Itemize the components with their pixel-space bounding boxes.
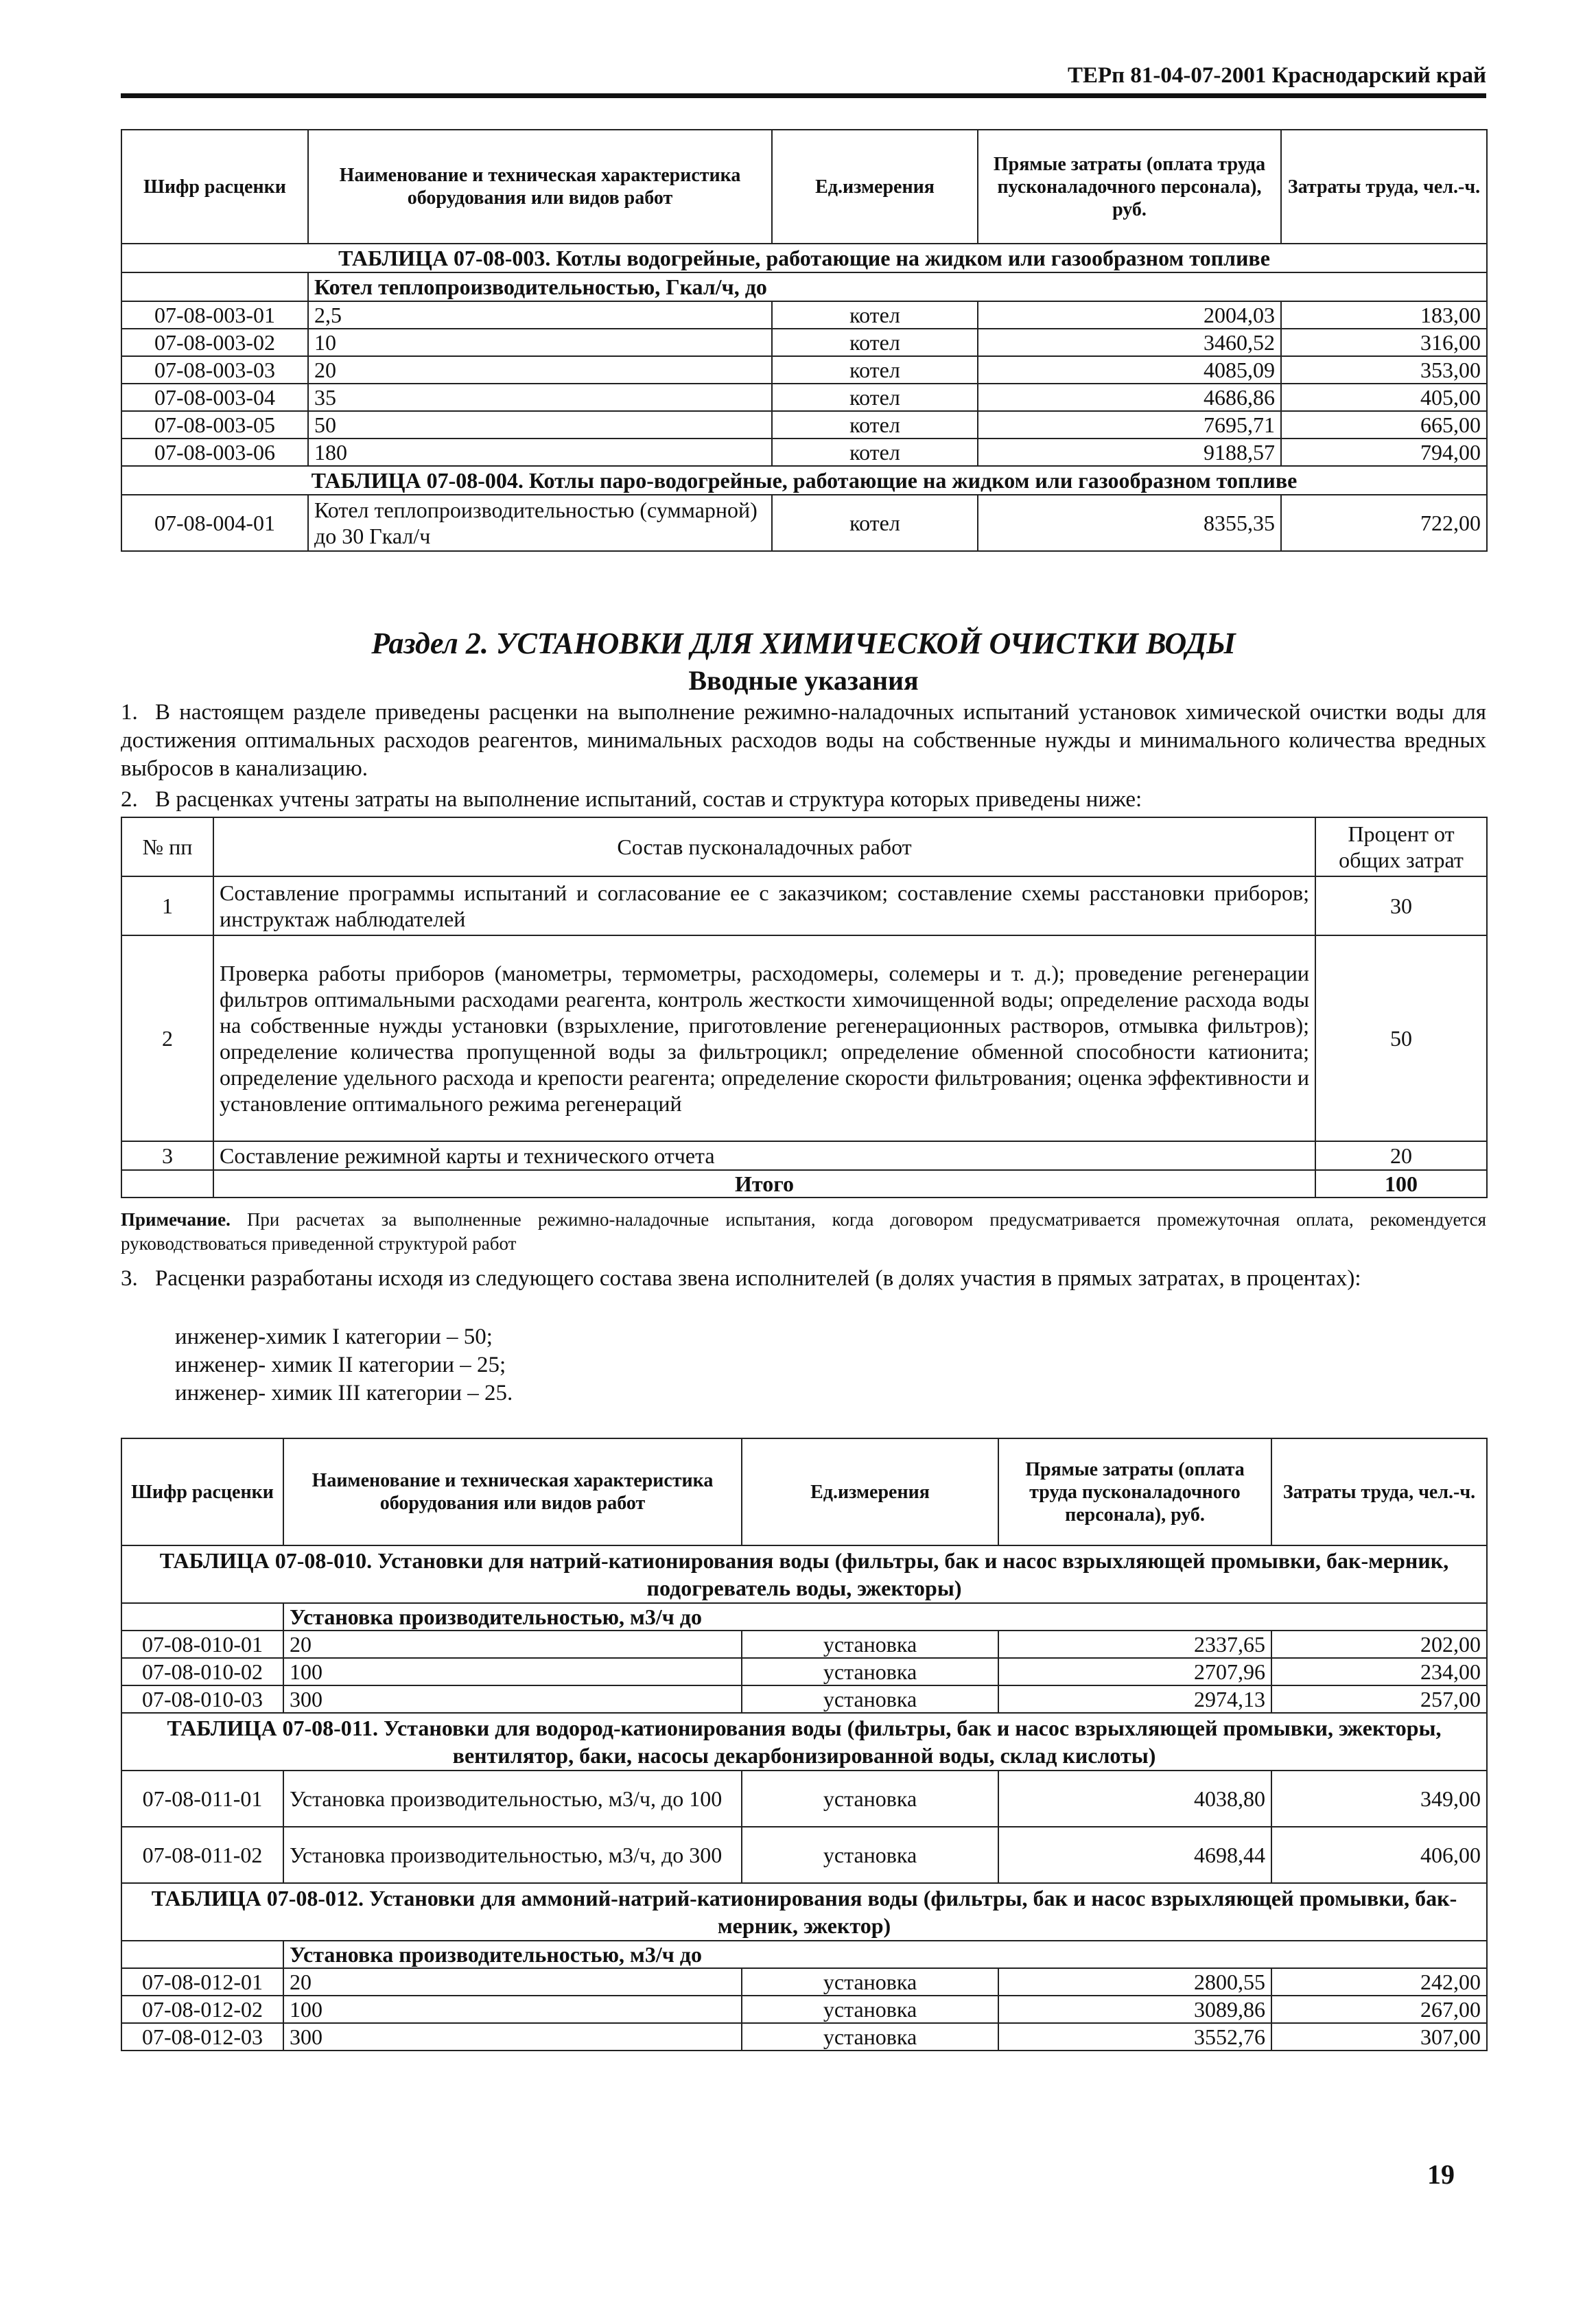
table-subheading: Установка производительностью, м3/ч до <box>283 1941 1487 1968</box>
cell-cost: 2004,03 <box>978 301 1281 329</box>
table-cell-empty <box>121 1603 283 1631</box>
column-header-code: Шифр расценки <box>121 1438 283 1545</box>
cell-unit: установка <box>742 1827 998 1883</box>
table-row <box>121 301 1487 329</box>
cell-unit: установка <box>742 2023 998 2051</box>
paragraph-1 <box>121 699 1486 783</box>
cell-name: 100 <box>283 1658 742 1685</box>
crew-item: инженер- химик III категории – 25. <box>175 1381 513 1405</box>
table-note <box>121 1208 1486 1256</box>
cell-labor: 257,00 <box>1271 1685 1487 1713</box>
cell-code: 07-08-003-06 <box>121 439 308 466</box>
cell-name: 10 <box>308 329 772 356</box>
table-total-row <box>121 1170 1487 1198</box>
cell-percent: 20 <box>1315 1141 1487 1170</box>
table-subheading: Котел теплопроизводительностью, Гкал/ч, до <box>308 272 1487 301</box>
table-section-title: ТАБЛИЦА 07-08-010. Установки для натрий-катионирования воды (фильтры, бак и насос взрыхляющей промывки, бак-мерник, подогреватель воды, эжекторы) <box>121 1545 1487 1603</box>
cell-unit: установка <box>742 1685 998 1713</box>
section-title: Раздел 2. УСТАНОВКИ ДЛЯ ХИМИЧЕСКОЙ ОЧИСТКИ ВОДЫ <box>371 627 1236 660</box>
table-row <box>121 495 1487 551</box>
cell-unit: установка <box>742 1996 998 2023</box>
cell-unit: установка <box>742 1968 998 1996</box>
cell-unit: котел <box>772 384 978 411</box>
paragraph-text: В расценках учтены затраты на выполнение испытаний, состав и структура которых приведены ниже: <box>155 787 1142 812</box>
table-row <box>121 935 1487 1141</box>
table-cell-empty <box>121 1170 213 1198</box>
cell-code: 07-08-011-02 <box>121 1827 283 1883</box>
cell-name: 300 <box>283 1685 742 1713</box>
column-header-labor: Затраты труда, чел.-ч. <box>1271 1438 1487 1545</box>
total-value: 100 <box>1315 1170 1487 1198</box>
column-header-code: Шифр расценки <box>121 130 308 244</box>
cell-cost: 7695,71 <box>978 411 1281 439</box>
cell-labor: 722,00 <box>1281 495 1487 551</box>
cell-name: Установка производительностью, м3/ч, до 300 <box>283 1827 742 1883</box>
cell-cost: 4698,44 <box>998 1827 1271 1883</box>
document-header: ТЕРп 81-04-07-2001 Краснодарский край <box>1067 63 1486 88</box>
table-row <box>121 329 1487 356</box>
cell-number: 3 <box>121 1141 213 1170</box>
column-header-name: Наименование и техническая характеристика оборудования или видов работ <box>308 130 772 244</box>
table-row <box>121 1968 1487 1996</box>
table-row <box>121 1685 1487 1713</box>
table-cell-empty <box>121 272 308 301</box>
cell-code: 07-08-010-03 <box>121 1685 283 1713</box>
column-header-labor: Затраты труда, чел.-ч. <box>1281 130 1487 244</box>
table-row <box>121 1827 1487 1883</box>
cell-unit: установка <box>742 1631 998 1658</box>
cell-number: 2 <box>121 935 213 1141</box>
cell-code: 07-08-004-01 <box>121 495 308 551</box>
paragraph-text: В настоящем разделе приведены расценки на выполнение режимно-наладочных испытаний установок химической очистки воды для достижения оптимальных расходов реагентов, минимальных расходов воды на собственные нужды и минимального количества вредных выбросов в канализацию. <box>121 700 1486 781</box>
cell-cost: 3552,76 <box>998 2023 1271 2051</box>
cell-labor: 406,00 <box>1271 1827 1487 1883</box>
cell-code: 07-08-012-03 <box>121 2023 283 2051</box>
cell-code: 07-08-012-02 <box>121 1996 283 2023</box>
cell-name: Котел теплопроизводительностью (суммарной) до 30 Гкал/ч <box>308 495 772 551</box>
cell-unit: котел <box>772 439 978 466</box>
cell-cost: 9188,57 <box>978 439 1281 466</box>
cell-cost: 2707,96 <box>998 1658 1271 1685</box>
table-section-title: ТАБЛИЦА 07-08-011. Установки для водород-катионирования воды (фильтры, бак и насос взрыхляющей промывки, эжекторы, вентилятор, баки, насосы декарбонизированной воды, склад кислоты) <box>121 1713 1487 1771</box>
cell-unit: котел <box>772 301 978 329</box>
cell-cost: 2800,55 <box>998 1968 1271 1996</box>
note-text: При расчетах за выполненные режимно-наладочные испытания, когда договором предусматривается промежуточная оплата, рекомендуется руководствоваться приведенной структурой работ <box>121 1209 1486 1254</box>
cell-labor: 307,00 <box>1271 2023 1487 2051</box>
note-label: Примечание. <box>121 1209 231 1230</box>
cell-cost: 4038,80 <box>998 1771 1271 1827</box>
cell-code: 07-08-003-01 <box>121 301 308 329</box>
cell-percent: 30 <box>1315 876 1487 935</box>
cell-labor: 794,00 <box>1281 439 1487 466</box>
paragraph-2 <box>121 786 1486 814</box>
cell-code: 07-08-003-02 <box>121 329 308 356</box>
cell-unit: установка <box>742 1771 998 1827</box>
table-row <box>121 1996 1487 2023</box>
cell-cost: 8355,35 <box>978 495 1281 551</box>
paragraph-3 <box>121 1265 1486 1293</box>
works-composition-table <box>121 817 1488 1198</box>
intro-title: Вводные указания <box>688 665 919 696</box>
cell-cost: 3460,52 <box>978 329 1281 356</box>
cell-code: 07-08-003-03 <box>121 356 308 384</box>
table-row <box>121 384 1487 411</box>
column-header-name: Наименование и техническая характеристика оборудования или видов работ <box>283 1438 742 1545</box>
crew-item: инженер-химик I категории – 50; <box>175 1324 493 1349</box>
table-07-08-003-004 <box>121 129 1488 552</box>
column-header-number: № пп <box>121 817 213 876</box>
cell-labor: 183,00 <box>1281 301 1487 329</box>
cell-works: Составление режимной карты и технического отчета <box>213 1141 1315 1170</box>
cell-cost: 4085,09 <box>978 356 1281 384</box>
cell-labor: 405,00 <box>1281 384 1487 411</box>
cell-name: Установка производительностью, м3/ч, до 100 <box>283 1771 742 1827</box>
cell-code: 07-08-003-05 <box>121 411 308 439</box>
cell-code: 07-08-011-01 <box>121 1771 283 1827</box>
table-row <box>121 1658 1487 1685</box>
cell-name: 20 <box>283 1631 742 1658</box>
cell-labor: 267,00 <box>1271 1996 1487 2023</box>
cell-number: 1 <box>121 876 213 935</box>
column-header-works: Состав пусконаладочных работ <box>213 817 1315 876</box>
cell-name: 20 <box>283 1968 742 1996</box>
cell-labor: 242,00 <box>1271 1968 1487 1996</box>
cell-cost: 2337,65 <box>998 1631 1271 1658</box>
table-07-08-010-012 <box>121 1438 1488 2051</box>
cell-name: 35 <box>308 384 772 411</box>
table-row <box>121 356 1487 384</box>
cell-code: 07-08-010-01 <box>121 1631 283 1658</box>
cell-code: 07-08-012-01 <box>121 1968 283 1996</box>
paragraph-number: 1. <box>121 700 138 725</box>
table-row <box>121 2023 1487 2051</box>
cell-unit: котел <box>772 411 978 439</box>
cell-name: 100 <box>283 1996 742 2023</box>
cell-unit: котел <box>772 329 978 356</box>
cell-name: 50 <box>308 411 772 439</box>
total-label: Итого <box>213 1170 1315 1198</box>
column-header-unit: Ед.измерения <box>742 1438 998 1545</box>
table-section-title: ТАБЛИЦА 07-08-003. Котлы водогрейные, работающие на жидком или газообразном топливе <box>121 244 1487 272</box>
cell-labor: 202,00 <box>1271 1631 1487 1658</box>
cell-labor: 349,00 <box>1271 1771 1487 1827</box>
paragraph-number: 2. <box>121 787 138 812</box>
crew-item: инженер- химик II категории – 25; <box>175 1353 506 1377</box>
cell-labor: 665,00 <box>1281 411 1487 439</box>
cell-code: 07-08-003-04 <box>121 384 308 411</box>
cell-labor: 353,00 <box>1281 356 1487 384</box>
cell-unit: установка <box>742 1658 998 1685</box>
cell-labor: 316,00 <box>1281 329 1487 356</box>
cell-works: Составление программы испытаний и согласование ее с заказчиком; составление схемы расстановки приборов; инструктаж наблюдателей <box>213 876 1315 935</box>
column-header-unit: Ед.измерения <box>772 130 978 244</box>
column-header-cost: Прямые затраты (оплата труда пусконаладочного персонала), руб. <box>978 130 1281 244</box>
table-row <box>121 411 1487 439</box>
cell-name: 300 <box>283 2023 742 2051</box>
cell-name: 2,5 <box>308 301 772 329</box>
column-header-percent: Процент от общих затрат <box>1315 817 1487 876</box>
cell-cost: 4686,86 <box>978 384 1281 411</box>
cell-percent: 50 <box>1315 935 1487 1141</box>
cell-name: 20 <box>308 356 772 384</box>
table-subheading: Установка производительностью, м3/ч до <box>283 1603 1487 1631</box>
cell-unit: котел <box>772 356 978 384</box>
table-row <box>121 439 1487 466</box>
cell-unit: котел <box>772 495 978 551</box>
header-rule <box>121 93 1486 98</box>
cell-name: 180 <box>308 439 772 466</box>
table-row <box>121 1771 1487 1827</box>
cell-cost: 3089,86 <box>998 1996 1271 2023</box>
table-row <box>121 1141 1487 1170</box>
paragraph-number: 3. <box>121 1266 138 1291</box>
cell-cost: 2974,13 <box>998 1685 1271 1713</box>
table-section-title: ТАБЛИЦА 07-08-004. Котлы паро-водогрейные, работающие на жидком или газообразном топливе <box>121 466 1487 495</box>
table-section-title: ТАБЛИЦА 07-08-012. Установки для аммоний-натрий-катионирования воды (фильтры, бак и насос взрыхляющей промывки, бак-мерник, эжектор) <box>121 1883 1487 1941</box>
table-row <box>121 1631 1487 1658</box>
page-number: 19 <box>1427 2159 1455 2190</box>
cell-works: Проверка работы приборов (манометры, термометры, расходомеры, солемеры и т. д.); проведение регенерации фильтров оптимальными расходами реагента, контроль жесткости химочищенной воды; определение расхода воды на собственные нужды установки (взрыхление, приготовление регенерационных растворов, отмывка фильтров); определение количества пропущенной воды за фильтроцикл; определение обменной способности катионита; определение удельного расхода и крепости реагента; определение скорости фильтрования; оценка эффективности и установление оптимального режима регенераций <box>213 935 1315 1141</box>
table-cell-empty <box>121 1941 283 1968</box>
table-row <box>121 876 1487 935</box>
cell-labor: 234,00 <box>1271 1658 1487 1685</box>
column-header-cost: Прямые затраты (оплата труда пусконаладочного персонала), руб. <box>998 1438 1271 1545</box>
cell-code: 07-08-010-02 <box>121 1658 283 1685</box>
paragraph-text: Расценки разработаны исходя из следующего состава звена исполнителей (в долях участия в прямых затратах, в процентах): <box>155 1266 1361 1291</box>
